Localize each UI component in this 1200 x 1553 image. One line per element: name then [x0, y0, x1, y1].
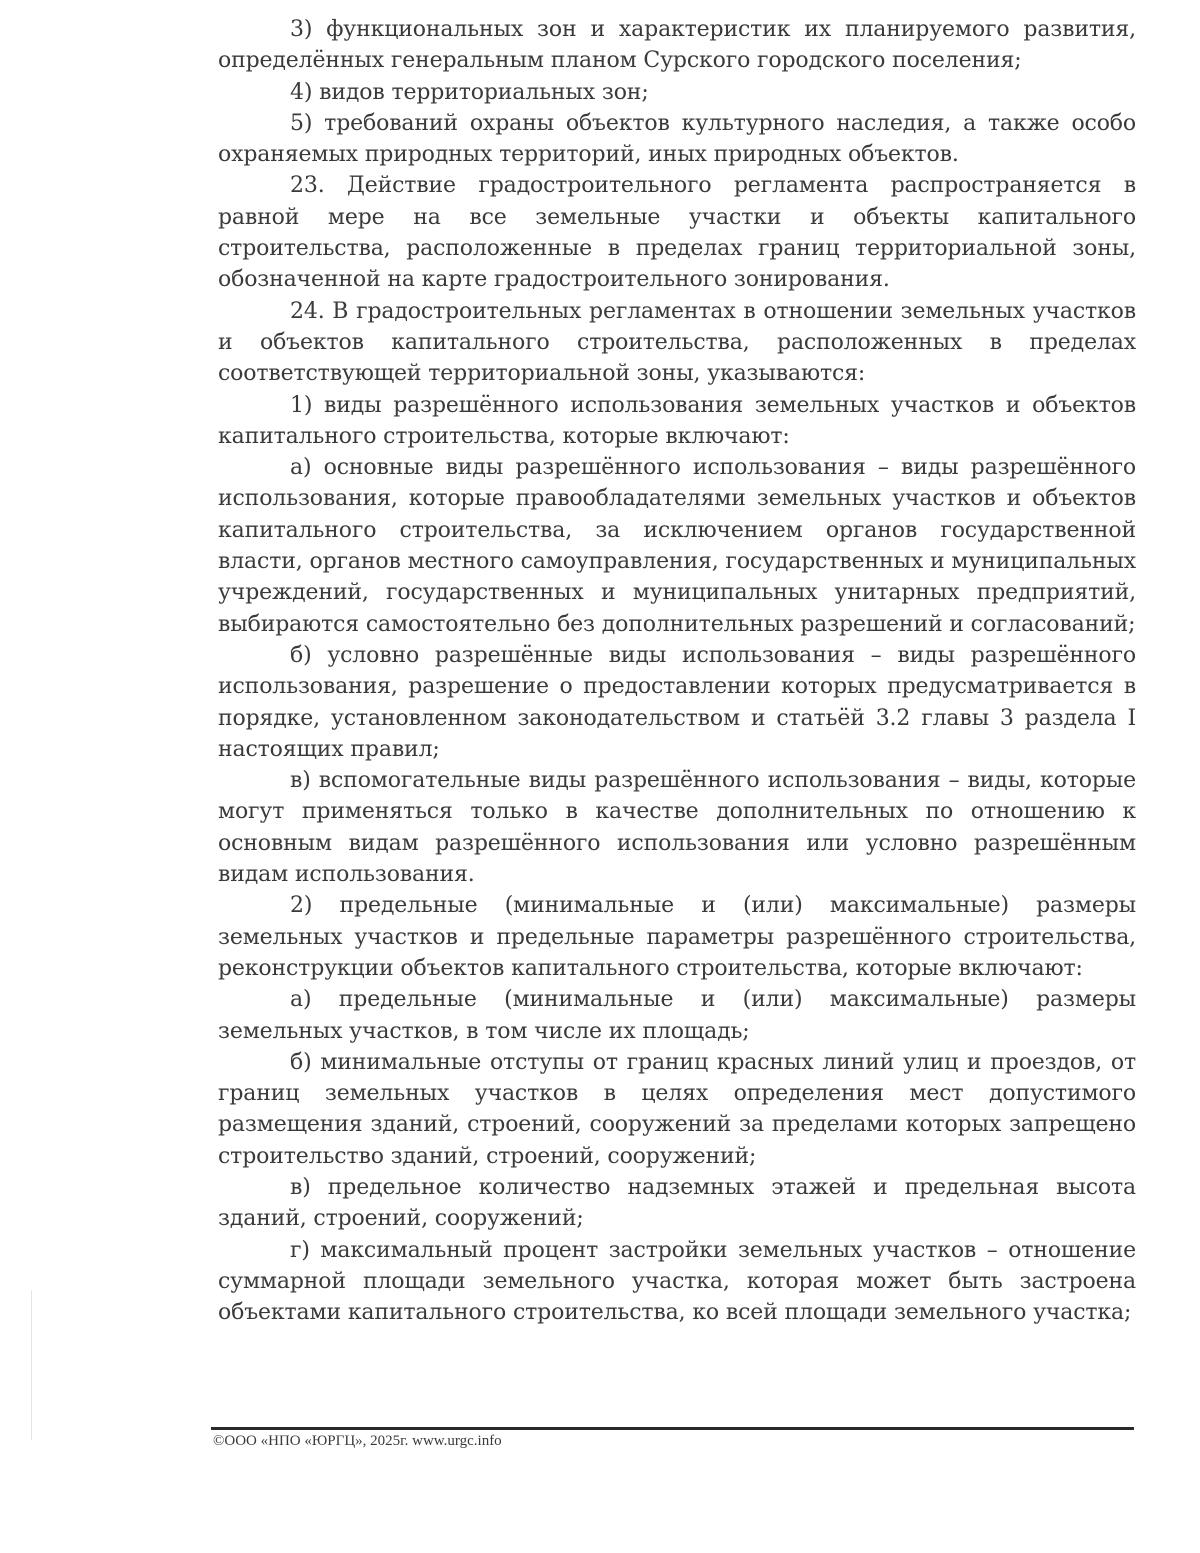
paragraph-subitem-2v: в) предельное количество надземных этажей и предельная высота зданий, строений, сооружений;: [218, 1174, 1136, 1232]
footer-copyright: ©ООО «НПО «ЮРГЦ», 2025г. www.urgc.info: [213, 1433, 502, 1449]
paragraph-subitem-1v: в) вспомогательные виды разрешённого использования – виды, которые могут применяться только в качестве дополнительных по отношению к основным видам разрешённого использования или условно разрешённым видам использования.: [218, 768, 1136, 888]
paragraph-subitem-1b: б) условно разрешённые виды использования – виды разрешённого использования, разрешение о предоставлении которых предусматривается в порядке, установленном законодательством и статьёй 3.2 главы 3 раздела I настоящих правил;: [218, 642, 1136, 762]
paragraph-item-1: 1) виды разрешённого использования земельных участков и объектов капитального строительства, которые включают:: [218, 392, 1136, 449]
scan-edge-mark: [31, 1290, 32, 1440]
paragraph-subitem-2a: а) предельные (минимальные и (или) максимальные) размеры земельных участков, в том числе их площадь;: [218, 987, 1136, 1044]
paragraph-item-5: 5) требований охраны объектов культурного наследия, а также особо охраняемых природных территорий, иных природных объектов.: [218, 110, 1136, 168]
document-body: [218, 14, 1136, 1328]
paragraph-subitem-2g: г) максимальный процент застройки земельных участков – отношение суммарной площади земельного участка, которая может быть застроена объектами капитального строительства, ко всей площади земельного участка;: [218, 1237, 1136, 1326]
paragraph-clause-23: 23. Действие градостроительного регламента распространяется в равной мере на все земельные участки и объекты капитального строительства, расположенные в пределах границ территориальной зоны, обозначенной на карте градостроительного зонирования.: [218, 173, 1136, 293]
paragraph-clause-24: 24. В градостроительных регламентах в отношении земельных участков и объектов капитального строительства, расположенных в пределах соответствующей территориальной зоны, указываются:: [218, 298, 1136, 387]
paragraph-item-3: 3) функциональных зон и характеристик их планируемого развития, определённых генеральным планом Сурского городского поселения;: [218, 17, 1136, 74]
paragraph-subitem-1a: а) основные виды разрешённого использования – виды разрешённого использования, которые правообладателями земельных участков и объектов капитального строительства, за исключением органов государственной власти, органов местного самоуправления, государственных и муниципальных учреждений, государственных и муниципальных унитарных предприятий, выбираются самостоятельно без дополнительных разрешений и согласований;: [218, 455, 1136, 637]
footer-divider: [211, 1427, 1134, 1430]
paragraph-item-4: 4) видов территориальных зон;: [290, 79, 649, 105]
paragraph-subitem-2b: б) минимальные отступы от границ красных линий улиц и проездов, от границ земельных участков в целях определения мест допустимого размещения зданий, строений, сооружений за пределами которых запрещено строительство зданий, строений, сооружений;: [218, 1049, 1136, 1169]
paragraph-item-2: 2) предельные (минимальные и (или) максимальные) размеры земельных участков и предельные параметры разрешённого строительства, реконструкции объектов капитального строительства, которые включают:: [218, 893, 1136, 981]
